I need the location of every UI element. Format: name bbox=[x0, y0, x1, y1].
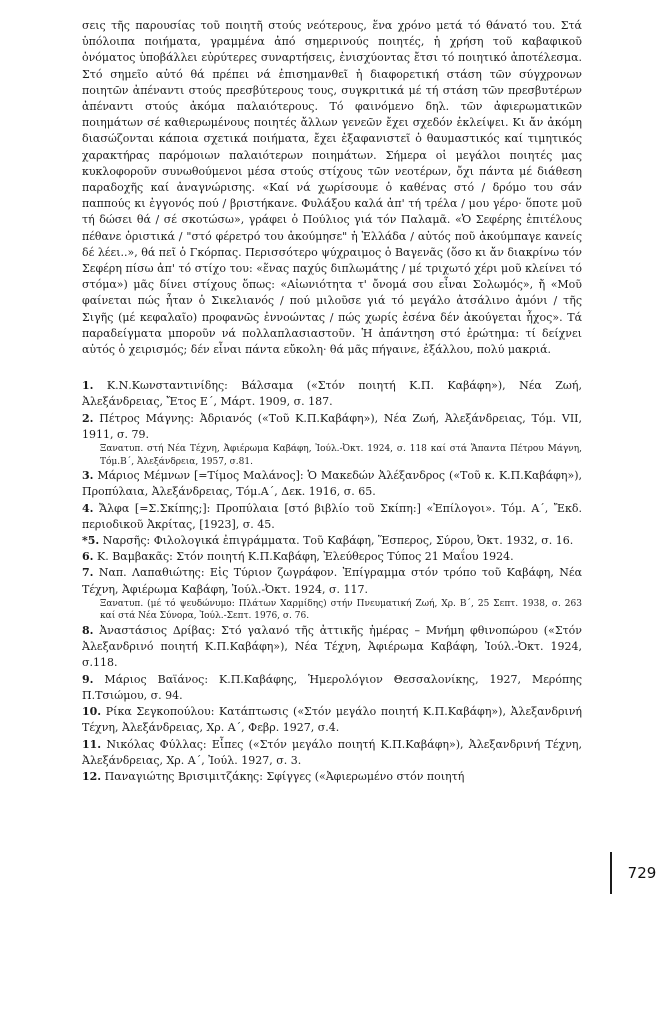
note-text: Παναγιώτης Βρισιμιτζάκης: Σφίγγες («Ἀφιερωμένο στόν ποιητή bbox=[101, 769, 465, 783]
note-9 bbox=[82, 672, 582, 704]
note-number: 4. bbox=[82, 501, 94, 515]
note-12 bbox=[82, 769, 582, 785]
note-7-reprint: Ξανατυπ. (μέ τό ψευδώνυμο: Πλάτων Χαρμίδης) στήν Πνευματική Ζωή, Χρ. Β΄, 25 Σεπτ. 1938, σ. 263 καί στά Νέα Σύνορα, Ἰούλ.-Σεπτ. 1976, σ. 76. bbox=[100, 598, 582, 622]
note-text: Ἀναστάσιος Δρίβας: Στό γαλανό τῆς ἀττικῆς ἡμέρας – Μνήμη φθινοπώρου («Στόν Ἀλεξανδρινό ποιητή Κ.Π.Καβάφη»), Νέα Τέχνη, Ἀφιέρωμα Καβάφη, Ἰούλ.-Ὀκτ. 1924, σ.118. bbox=[82, 624, 582, 670]
note-text: Κ.Ν.Κωνσταντινίδης: Βάλσαμα («Στόν ποιητή Κ.Π. Καβάφη»), Νέα Ζωή, Ἀλεξάνδρειας, Ἔτος Ε΄, Μάρτ. 1909, σ. 187. bbox=[82, 379, 582, 409]
note-number: 8. bbox=[82, 624, 94, 638]
note-6 bbox=[82, 549, 582, 565]
note-text: Πέτρος Μάγνης: Ἀδριανός («Τοῦ Κ.Π.Καβάφη»), Νέα Ζωή, Ἀλεξάνδρειας, Τόμ. VII, 1911, σ. 79. bbox=[82, 411, 582, 441]
note-text: Κ. Βαμβακᾶς: Στόν ποιητή Κ.Π.Καβάφη, Ἐλεύθερος Τύπος 21 Μαΐου 1924. bbox=[93, 550, 514, 564]
note-11 bbox=[82, 737, 582, 769]
page-number: 729 bbox=[610, 852, 670, 894]
note-number: *5. bbox=[82, 534, 100, 548]
note-2-reprint: Ξανατυπ. στή Νέα Τέχνη, Ἀφιέρωμα Καβάφη, Ἰούλ.-Ὀκτ. 1924, σ. 118 καί στά Ἅπαντα Πέτρου Μάγνη, Τόμ.Β΄, Ἀλεξάνδρεια, 1957, σ.81. bbox=[100, 444, 582, 467]
note-number: 12. bbox=[82, 769, 102, 783]
note-text: Μάριος Μέμνων [=Τίμος Μαλάνος]: Ὁ Μακεδών Ἀλέξανδρος («Τοῦ κ. Κ.Π.Καβάφη»), Προπύλαια, Ἀλεξάνδρειας, Τόμ.Α΄, Δεκ. 1916, σ. 65. bbox=[82, 469, 582, 499]
note-text: Ναρσῆς: Φιλολογικά ἐπιγράμματα. Τοῦ Καβάφη, Ἕσπερος, Σύρου, Ὀκτ. 1932, σ. 16. bbox=[99, 534, 574, 548]
note-7 bbox=[82, 565, 582, 597]
note-text: Ναπ. Λαπαθιώτης: Εἰς Τύριον ζωγράφον. Ἐπίγραμμα στόν τρόπο τοῦ Καβάφη, Νέα Τέχνη, Ἀφιέρωμα Καβάφη, Ἰούλ.-Ὀκτ. 1924, σ. 117. bbox=[82, 566, 582, 596]
note-2 bbox=[82, 411, 582, 443]
note-5 bbox=[82, 533, 582, 549]
note-number: 10. bbox=[82, 705, 102, 719]
note-number: 3. bbox=[82, 469, 94, 483]
note-number: 6. bbox=[82, 550, 94, 564]
note-number: 9. bbox=[82, 672, 94, 686]
body-paragraph: σεις τῆς παρουσίας τοῦ ποιητῆ στούς νεότερους, ἕνα χρόνο μετά τό θάνατό του. Στά ὑπόλοιπα ποιήματα, γραμμένα ἀπό σημερινούς ποιητές, ἡ χρήση τοῦ καβαφικοῦ ὀνόματος ὑποβάλλει εὐρύτερες συναρτήσεις, ἐνισχύοντας ἔτσι τό ποιητικό ἀποτέλεσμα. Στό σημεῖο αὐτό θά πρέπει νά ἐπισημανθεῖ ἡ διαφορετική στάση τῶν σύγχρονων ποιητῶν ἀπέναντι στούς πρεσβύτερους τους, συγκριτικά μέ τή στάση τῶν πρεσβυτέρων ἀπέναντι στούς ἀκόμα παλαιότερους. Τό φαινόμενο δηλ. τῶν ἀφιερωματικῶν ποιημάτων σέ καθιερωμένους ποιητές ἄλλων γενεῶν ἔχει σχεδόν ἐκλείψει. Κι ἄν ἀκόμη διασώζονται κάποια σχετικά ποιήματα, ἔχει ἐξαφανιστεῖ ὁ θαυμαστικός καί τιμητικός χαρακτήρας παρόμοιων παλαιότερων ποιημάτων. Σήμερα οἱ μεγάλοι ποιητές μας κυκλοφοροῦν συνωθούμενοι μέσα στούς στίχους τῶν νεοτέρων, ὄχι πάντα μέ διάθεση παραδοχῆς καί ἀναγνώρισης. «Καί νά χωρίσουμε ὁ καθένας στό / δρόμο του σάν παππούς κι ἐγγονός πού / βριστήκανε. Φυλάξου καλά ἀπ' τή τρέλα / μου γέρο· ὅποτε μοῦ τή δώσει θά / σέ σκοτώσω», γράφει ὁ Πούλιος γιά τόν Παλαμᾶ. «Ὁ Σεφέρης ἐπιτέλους πέθανε ὁριστικά / "στό φέρετρό του ἀκούμησε" ἡ Ἑλλάδα / αὐτός ποῦ ἀκούμπαγε κανείς δέ λέει..», θά πεῖ ὁ Γκόρπας. Περισσότερο ψύχραιμος ὁ Βαγενᾶς (ὅσο κι ἄν διακρίνω τόν Σεφέρη πίσω ἀπ' τό στίχο του: «ἕνας παχύς διπλωμάτης / μέ τριχωτό χέρι μοῦ κλείνει τό στόμα») μᾶς δίνει στίχους ὅπως: «Αἰωνιότητα τ' ὄνομά σου εἶναι Σολωμός», ἤ «Μοῦ φαίνεται πώς ἦταν ὁ Σικελιανός / πού μιλοῦσε γιά τό μεγάλο ἀτσάλινο ἀμόνι / τῆς Σιγῆς (μέ κεφαλαῖο) προφανῶς ἐννοώντας / πώς χωρίς ἐσένα δέν ἀκούγεται ἦχος». Τά παραδείγματα μποροῦν νά πολλαπλασιαστοῦν. Ἡ ἀπάντηση στό ἐρώτημα: τί δείχνει αὐτός ὁ χειρισμός; δέν εἶναι πάντα εὔκολη· θά μᾶς πήγαινε, ἐξάλλου, πολύ μακριά. bbox=[82, 19, 582, 357]
note-number: 11. bbox=[82, 737, 102, 751]
note-1 bbox=[82, 378, 582, 410]
note-text: Νικόλας Φύλλας: Εἶπες («Στόν μεγάλο ποιητή Κ.Π.Καβάφη»), Ἀλεξανδρινή Τέχνη, Ἀλεξάνδρειας, Χρ. Α΄, Ἰούλ. 1927, σ. 3. bbox=[82, 737, 582, 767]
page-content bbox=[82, 18, 582, 785]
note-10 bbox=[82, 704, 582, 736]
note-number: 2. bbox=[82, 411, 94, 425]
note-number: 1. bbox=[82, 379, 94, 393]
notes-list bbox=[82, 378, 582, 785]
note-3 bbox=[82, 468, 582, 500]
note-4 bbox=[82, 501, 582, 533]
note-text: Ἄλφα [=Σ.Σκίπης;]: Προπύλαια [στό βιβλίο τοῦ Σκίπη:] «Ἐπίλογοι». Τόμ. Α΄, Ἔκδ. περιοδικοῦ Ἀκρίτας, [1923], σ. 45. bbox=[82, 501, 582, 531]
note-text: Ρίκα Σεγκοπούλου: Κατάπτωσις («Στόν μεγάλο ποιητή Κ.Π.Καβάφη»), Ἀλεξανδρινή Τέχνη, Ἀλεξάνδρειας, Χρ. Α΄, Φεβρ. 1927, σ.4. bbox=[82, 705, 582, 735]
note-8 bbox=[82, 623, 582, 672]
note-number: 7. bbox=[82, 566, 94, 580]
note-text: Μάριος Βαϊάνος: Κ.Π.Καβάφης, Ἡμερολόγιον Θεσσαλονίκης, 1927, Μερόπης Π.Τσιώμου, σ. 94. bbox=[82, 672, 582, 702]
